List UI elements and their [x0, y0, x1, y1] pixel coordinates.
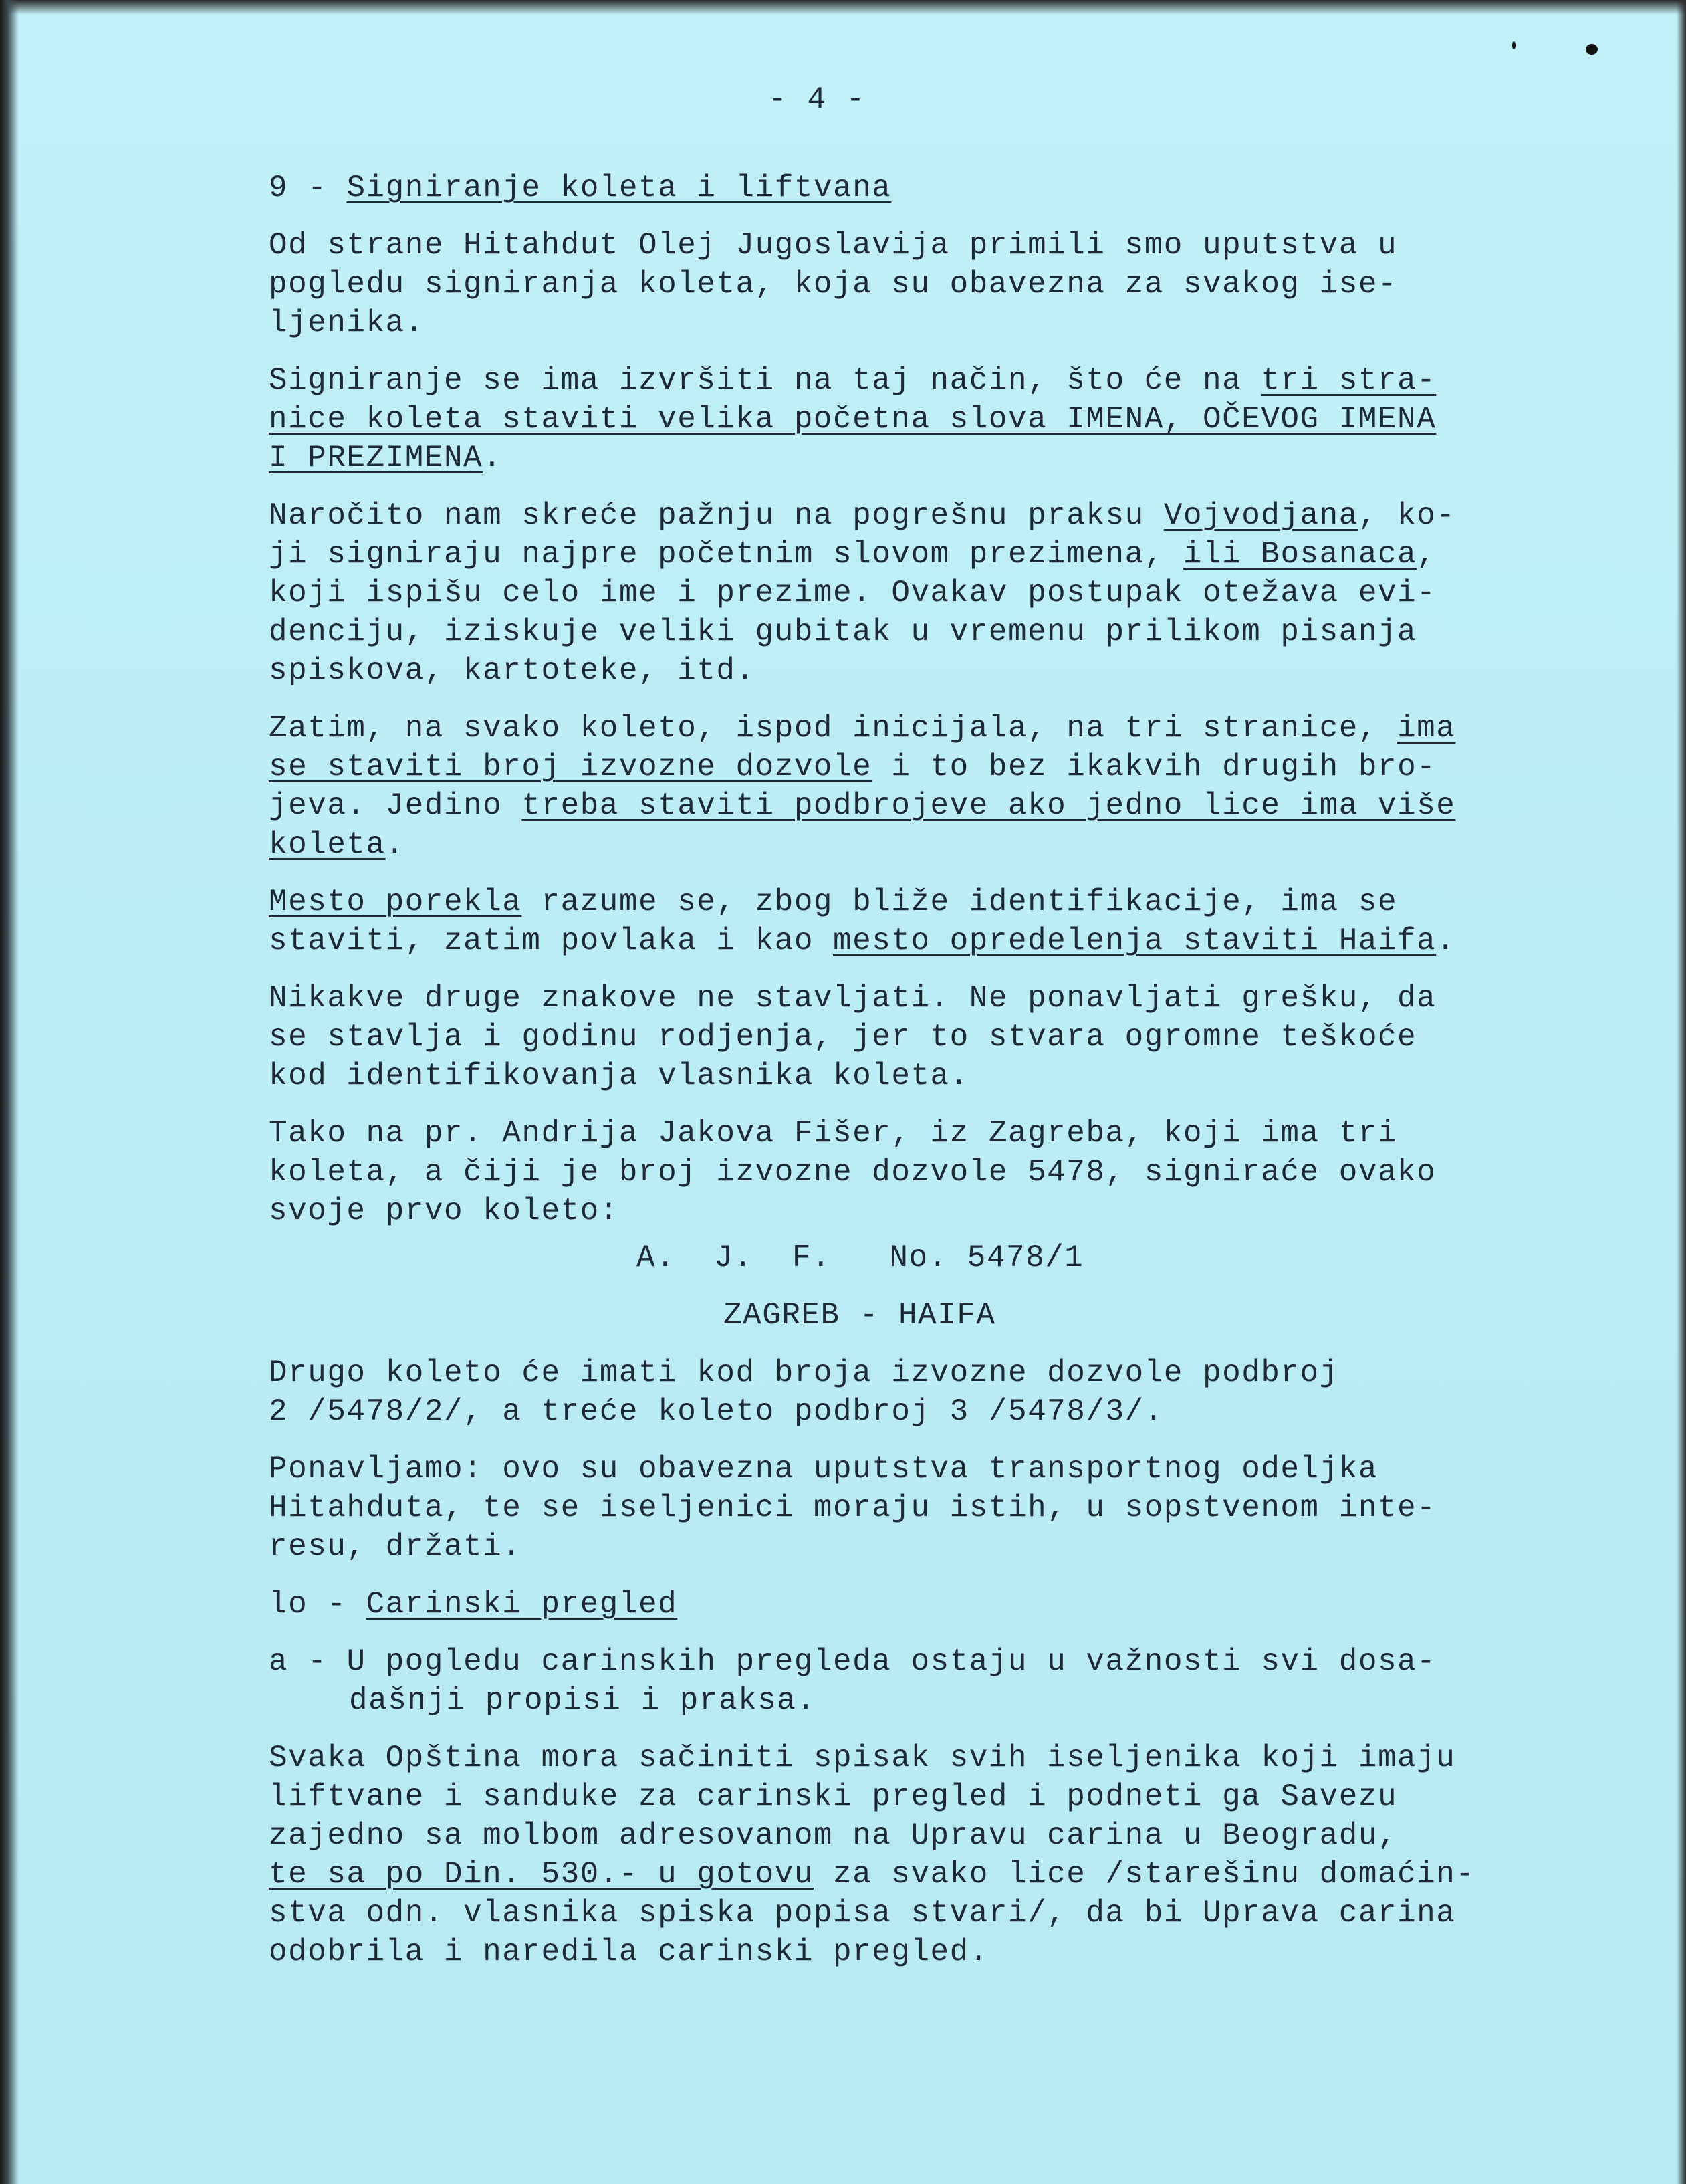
paragraph-sub-numbers	[269, 1353, 1539, 1431]
example-signature-line-2: ZAGREB - HAIFA	[723, 1298, 996, 1333]
text-line: resu, držati.	[269, 1529, 522, 1564]
text-line	[269, 709, 1539, 748]
paragraph-wrong-practice	[269, 496, 1539, 690]
text-line: koji ispišu celo ime i prezime. Ovakav postupak otežava evi-	[269, 576, 1437, 611]
text-line	[269, 921, 1539, 960]
text-line: Nikakve druge znakove ne stavljati. Ne ponavljati grešku, da	[269, 981, 1437, 1016]
text-line: se stavlja i godinu rodjenja, jer to stvara ogromne teškoće	[269, 1020, 1417, 1055]
text-line: odobrila i naredila carinski pregled.	[269, 1935, 989, 1969]
list-item-label: a -	[269, 1644, 328, 1679]
text-line: Od strane Hitahdut Olej Jugoslavija primili smo uputstva u	[269, 228, 1398, 263]
text-line: pogledu signiranja koleta, koja su obavezna za svakog ise-	[269, 267, 1398, 302]
example-signature-line-1: A. J. F. No. 5478/1	[636, 1240, 1084, 1275]
text-span: .	[483, 441, 503, 475]
text-line: zajedno sa molbom adresovanom na Upravu carina u Beogradu,	[269, 1818, 1398, 1853]
text-line: ljenika.	[269, 306, 425, 340]
text-line	[269, 496, 1539, 535]
section-10-title: Carinski pregled	[366, 1587, 678, 1622]
underlined-text: tri stra-	[1261, 363, 1437, 398]
section-9-number: 9 -	[269, 171, 328, 205]
paragraph-repeat-instructions	[269, 1450, 1539, 1566]
paragraph-export-number	[269, 709, 1539, 864]
section-10-heading	[269, 1585, 1539, 1624]
text-span: i to bez ikakvih drugih bro-	[872, 750, 1437, 784]
text-span: staviti, zatim povlaka i kao	[269, 923, 834, 958]
section-9-heading	[269, 169, 1539, 207]
underlined-text: I PREZIMENA	[269, 441, 483, 475]
text-line	[269, 361, 1539, 400]
underlined-text: koleta	[269, 827, 386, 862]
underlined-text: ima	[1397, 711, 1456, 746]
text-line	[269, 535, 1539, 574]
scan-edge-right	[1677, 0, 1686, 2184]
text-line	[269, 400, 1539, 439]
text-span: Signiranje se ima izvršiti na taj način, što će na	[269, 363, 1261, 398]
section-9-title: Signiranje koleta i liftvana	[346, 171, 892, 205]
text-line: koleta, a čiji je broj izvozne dozvole 5478, signiraće ovako	[269, 1155, 1437, 1190]
text-span: razume se, zbog bliže identifikacije, ima se	[521, 885, 1398, 919]
text-line	[269, 748, 1539, 786]
text-line	[269, 439, 1539, 477]
text-line: svoje prvo koleto:	[269, 1194, 619, 1228]
text-line: 2 /5478/2/, a treće koleto podbroj 3 /5478/3/.	[269, 1394, 1164, 1429]
paragraph-customs-list	[269, 1739, 1539, 1971]
text-span: U pogledu carinskih pregleda ostaju u važnosti svi dosa-	[346, 1644, 1437, 1679]
underlined-text: Mesto porekla	[269, 885, 522, 919]
text-line: Hitahduta, te se iseljenici moraju istih, u sopstvenom inte-	[269, 1491, 1437, 1525]
paragraph-instructions	[269, 226, 1539, 342]
text-line	[269, 825, 1539, 864]
text-span: .	[385, 827, 405, 862]
text-line: dašnji propisi i praksa.	[349, 1683, 816, 1718]
document-body	[269, 80, 1539, 1990]
paragraph-place-of-origin	[269, 883, 1539, 960]
handwritten-underlined-text: Vojvodjana	[1163, 498, 1358, 533]
text-span: .	[1436, 923, 1456, 958]
text-span: ji signiraju najpre početnim slovom prezimena,	[269, 537, 1183, 572]
underlined-text: se staviti broj izvozne dozvole	[269, 750, 872, 784]
underlined-text: mesto opredelenja staviti Haifa	[833, 923, 1437, 958]
scan-edge-left	[0, 0, 19, 2184]
text-span: , ko-	[1358, 498, 1456, 533]
paragraph-example-intro	[269, 1114, 1539, 1230]
list-item-a	[269, 1642, 1539, 1720]
page-number: - 4 -	[768, 82, 866, 117]
underlined-text: nice koleta staviti velika početna slova IMENA, OČEVOG IMENA	[269, 402, 1437, 437]
scan-edge-top	[0, 0, 1686, 15]
text-line: Drugo koleto će imati kod broja izvozne dozvole podbroj	[269, 1355, 1339, 1390]
text-line: stva odn. vlasnika spiska popisa stvari/, da bi Uprava carina	[269, 1896, 1456, 1931]
scan-speck	[1586, 44, 1598, 55]
text-span: jeva. Jedino	[269, 788, 522, 823]
text-line: spiskova, kartoteke, itd.	[269, 653, 755, 688]
text-line	[269, 786, 1539, 825]
text-line: kod identifikovanja vlasnika koleta.	[269, 1059, 969, 1093]
text-line	[269, 1855, 1539, 1894]
text-line: Svaka Opština mora sačiniti spisak svih iseljenika koji imaju	[269, 1741, 1456, 1775]
text-line: Ponavljamo: ovo su obavezna uputstva transportnog odeljka	[269, 1452, 1378, 1487]
underlined-text: te sa po Din. 530.- u gotovu	[269, 1857, 814, 1892]
text-line: Tako na pr. Andrija Jakova Fišer, iz Zagreba, koji ima tri	[269, 1116, 1398, 1151]
text-span: ,	[1417, 537, 1437, 572]
text-line	[269, 1642, 1539, 1681]
text-span: Zatim, na svako koleto, ispod inicijala, na tri stranice,	[269, 711, 1398, 746]
scan-speck	[1512, 41, 1516, 49]
text-span: za svako lice /starešinu domaćin-	[813, 1857, 1475, 1892]
text-line: denciju, iziskuje veliki gubitak u vremenu prilikom pisanja	[269, 615, 1417, 649]
text-line	[269, 883, 1539, 921]
paragraph-signing-method	[269, 361, 1539, 477]
text-span: Naročito nam skreće pažnju na pogrešnu praksu	[269, 498, 1164, 533]
underlined-text: treba staviti podbrojeve ako jedno lice ima više	[521, 788, 1456, 823]
paragraph-no-other-marks	[269, 979, 1539, 1095]
section-10-number: lo -	[269, 1587, 347, 1622]
handwritten-underlined-text: ili Bosanaca	[1183, 537, 1417, 572]
text-line: liftvane i sanduke za carinski pregled i podneti ga Savezu	[269, 1779, 1398, 1814]
